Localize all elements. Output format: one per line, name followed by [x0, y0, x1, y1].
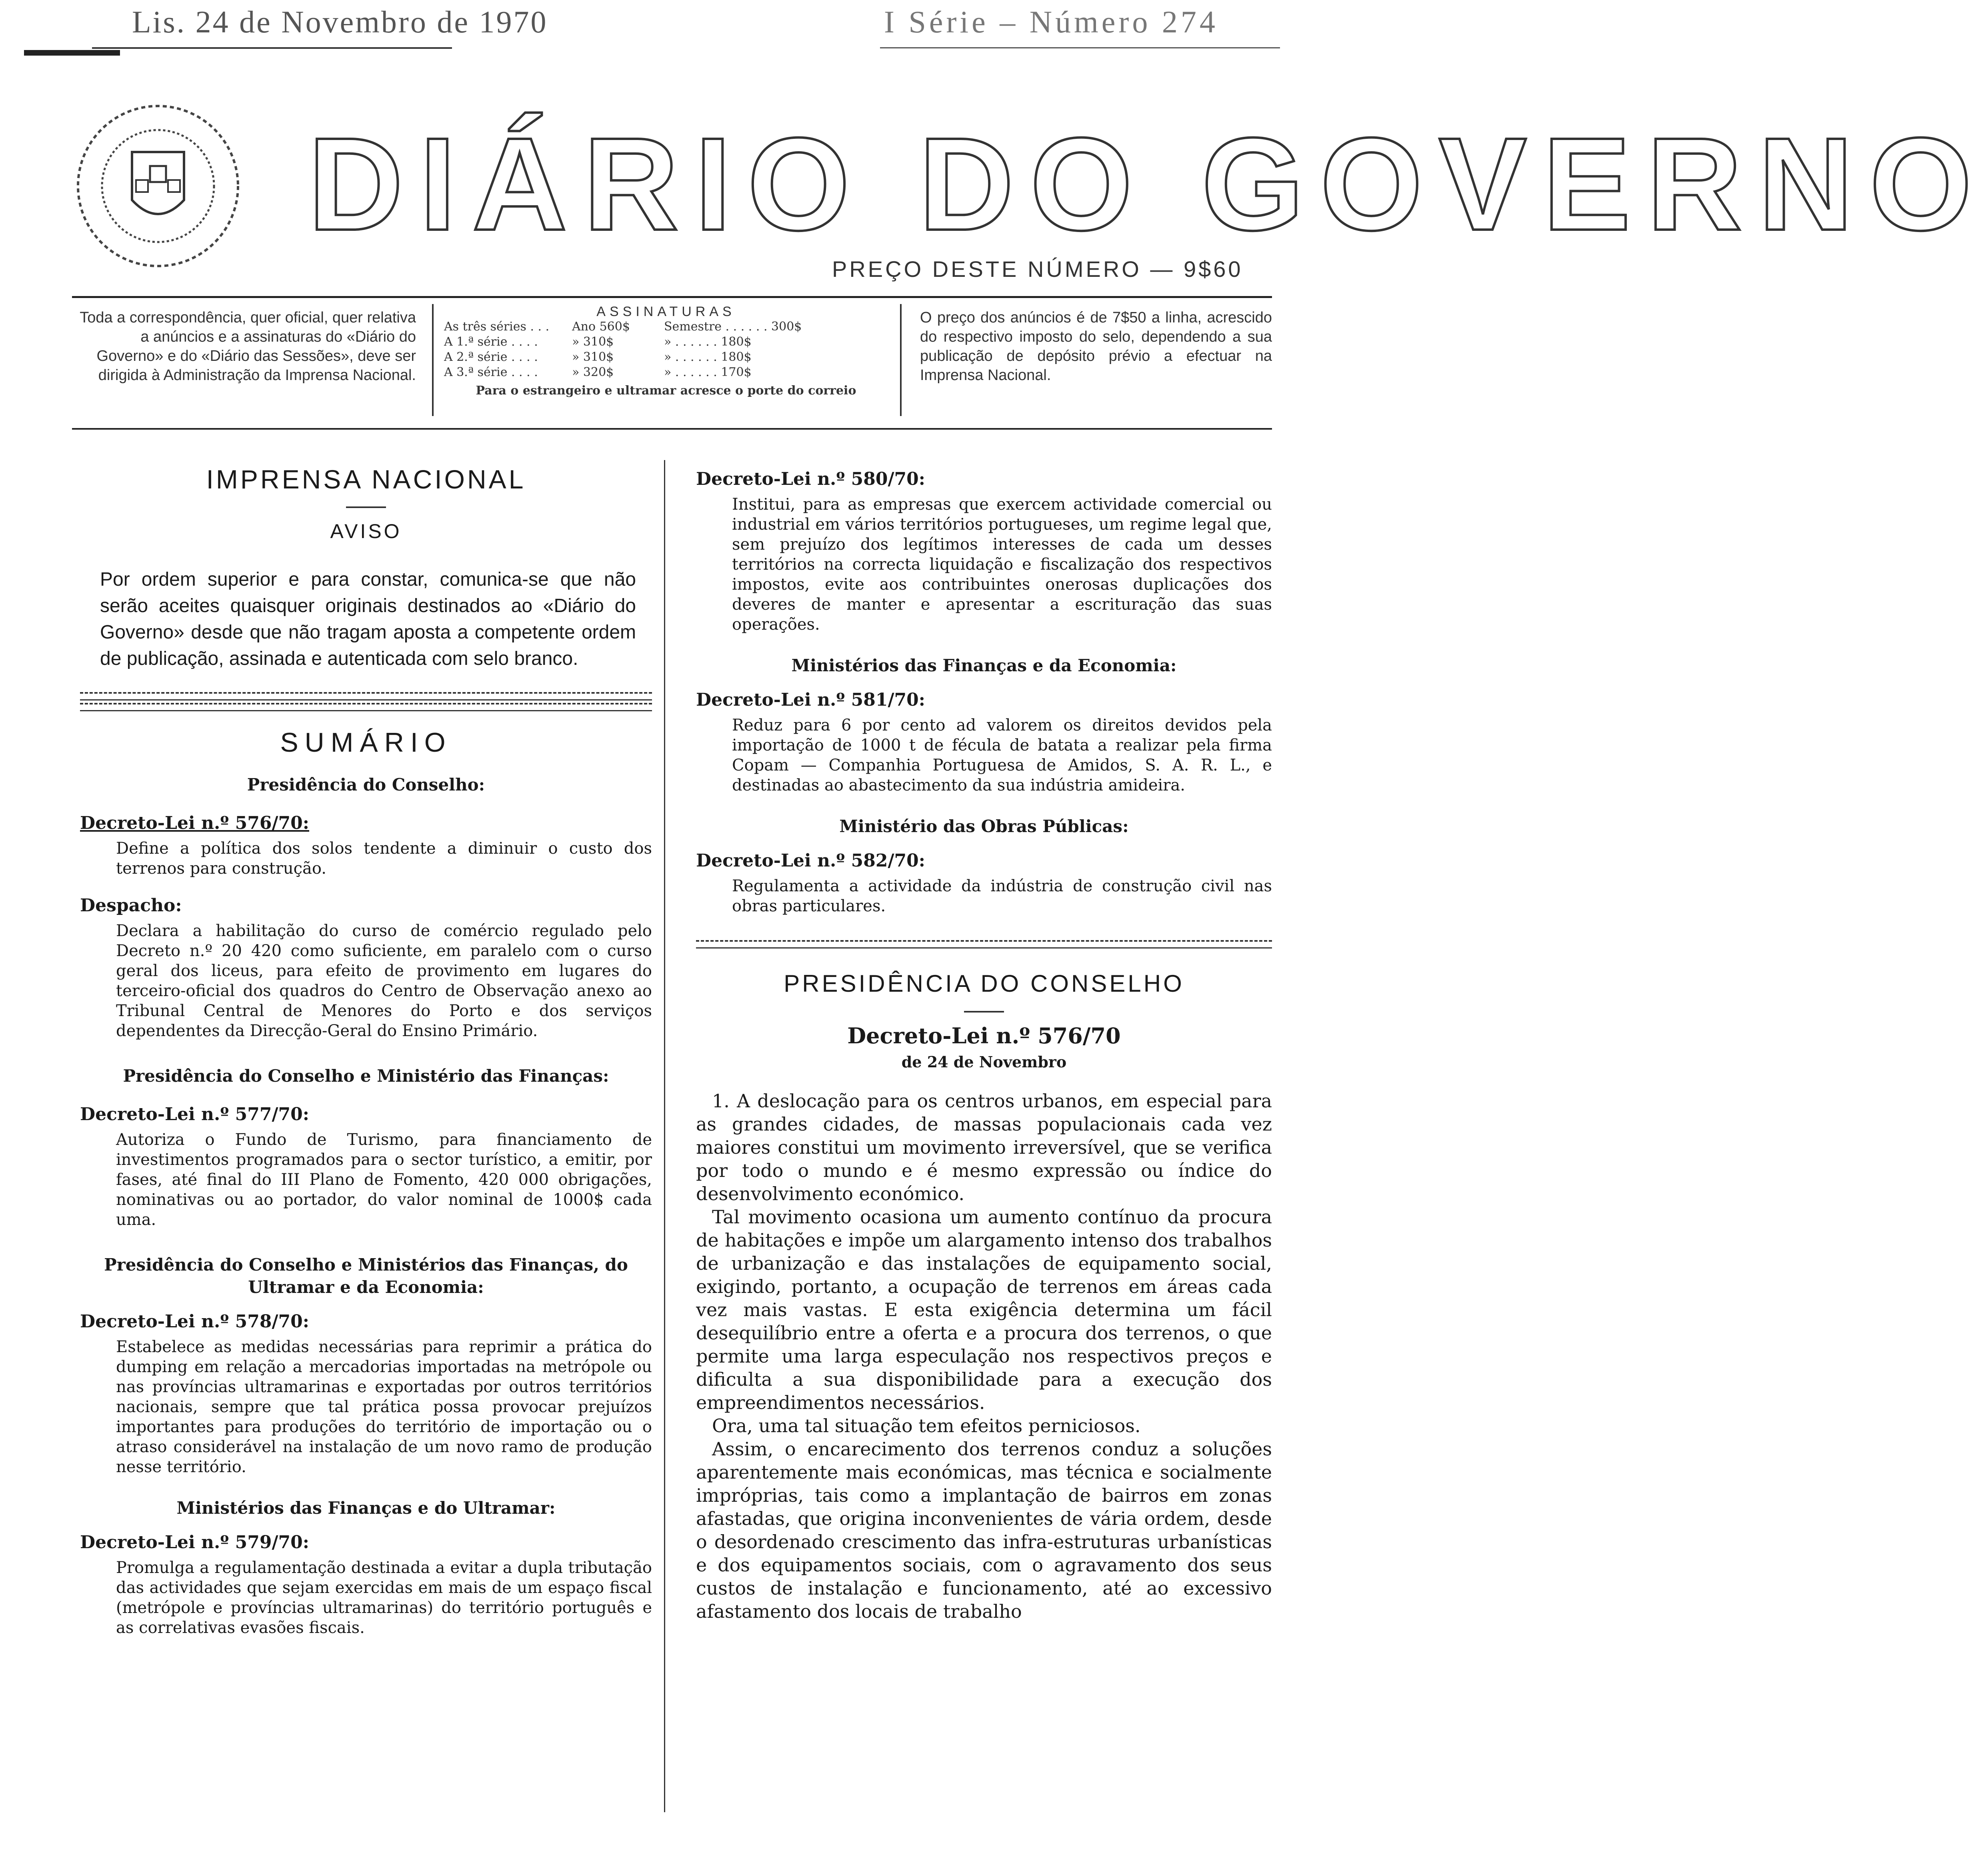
header-issue: I Série – Número 274 [884, 4, 1218, 39]
decree-577-summary: Autoriza o Fundo de Turismo, para financiamento de investimentos programados para o sector turístico, a emitir, por fases, até final do III Plano de Fomento, 420 000 obrigações, nominativas ou ao portador, do valor nominal de 1000$ cada uma. [116, 1131, 652, 1229]
section-heading: Ministérios das Finanças e do Ultramar: [176, 1498, 556, 1518]
issue-price: PREÇO DESTE NÚMERO — 9$60 [832, 256, 1243, 282]
decree-579-link[interactable]: Decreto-Lei n.º 579/70: [80, 1532, 310, 1553]
section-heading: Ministérios das Finanças e da Economia: [791, 656, 1177, 675]
decree-582-summary: Regulamenta a actividade da indústria de construção civil nas obras particulares. [732, 877, 1272, 915]
paragraph: 1. A deslocação para os centros urbanos, em especial para as grandes cidades, de massas populacionais cada vez maiores constitui um movimento irreversível, que se verifica por todo o mundo e é mesmo expressão ou índice do desenvolvimento económico. [696, 1090, 1272, 1205]
sumario-title: SUMÁRIO [280, 727, 452, 758]
paragraph: Tal movimento ocasiona um aumento contínuo da procura de habitações e impõe um alargamento intenso dos trabalhos de urbanização e das instalações de equipamento social, exigindo, portanto, a ocupação de terrenos em áreas cada vez mais vastas. E esta exigência determina um fácil desequilíbrio entre a oferta e a procura dos terrenos, o que permite uma larga especulação nos respectivos preços e dificulta a sua disponibilidade para a execução dos empreendimentos necessários. [696, 1206, 1272, 1413]
header-rule-right [880, 47, 1280, 48]
decree-578-summary: Estabelece as medidas necessárias para reprimir a prática do dumping em relação a mercadorias importadas na metrópole ou nas províncias ultramarinas e exportadas por outros territórios nacionais, sempre que tal prática possa provocar prejuízos importantes para produções do território de importação ou o atraso considerável na instalação de um novo ramo de produção nesse território. [116, 1338, 652, 1476]
divider [80, 692, 652, 700]
column-divider [664, 460, 665, 1812]
divider [696, 940, 1272, 949]
subscriptions-box [444, 304, 888, 398]
divider [900, 304, 902, 416]
aviso-title: AVISO [330, 520, 402, 542]
divider [432, 304, 434, 416]
left-column [80, 464, 652, 1638]
section-heading: Ministério das Obras Públicas: [839, 816, 1129, 836]
subscriptions-row: A 2.ª série . . . . » 310$ » . . . . . . 180$ [444, 350, 752, 364]
subscriptions-note: Para o estrangeiro e ultramar acresce o porte do correio [476, 384, 856, 398]
info-divider [72, 428, 1272, 430]
divider [80, 703, 652, 711]
paragraph: Assim, o encarecimento dos terrenos conduz a soluções aparentemente mais económicas, mas técnica e socialmente impróprias, tais como a implantação de bairros em zonas afastadas, que origina inconvenientes de vária ordem, desde o desordenado crescimento das infra-estruturas urbanísticas e dos equipamentos sociais, com o agravamento dos seus custos de instalação e funcionamento, até ao excessivo afastamento dos locais de trabalho [696, 1438, 1272, 1622]
divider [346, 506, 386, 508]
despacho-label: Despacho: [80, 895, 182, 916]
masthead-title: DIÁRIO DO GOVERNO [308, 110, 1988, 258]
divider [964, 1011, 1004, 1013]
header-rule-left [92, 47, 452, 49]
decree-579-summary: Promulga a regulamentação destinada a evitar a dupla tributação das actividades que sejam exercidas em mais de um espaço fiscal (metrópole e províncias ultramarinas) do território português e as correlativas evasões fiscais. [116, 1559, 652, 1637]
imprensa-title: IMPRENSA NACIONAL [206, 464, 526, 494]
section-heading: Presidência do Conselho: [247, 775, 485, 794]
coat-of-arms-icon [72, 100, 244, 272]
header-date: Lis. 24 de Novembro de 1970 [132, 4, 548, 39]
header-divider [72, 296, 1272, 298]
paragraph: Ora, uma tal situação tem efeitos perniciosos. [712, 1415, 1141, 1437]
presidencia-title: PRESIDÊNCIA DO CONSELHO [784, 970, 1184, 997]
subscriptions-title: ASSINATURAS [596, 304, 736, 319]
subscriptions-row: A 3.ª série . . . . » 320$ » . . . . . . 170$ [444, 365, 752, 379]
subscriptions-row: As três séries . . . Ano 560$ Semestre . . . . . . 300$ [444, 320, 802, 334]
section-heading: Presidência do Conselho e Ministério das Finanças: [123, 1066, 609, 1086]
correspondence-notice: Toda a correspondência, quer oficial, quer relativa a anúncios e a assinaturas do «Diário do Governo» e do «Diário das Sessões», deve ser dirigida à Administração da Imprensa Nacional. [80, 309, 416, 384]
decree-581-summary: Reduz para 6 por cento ad valorem os direitos devidos pela importação de 1000 t de fécula de batata a realizar pela firma Copam — Companhia Portuguesa de Amidos, S. A. R. L., e destinadas ao abastecimento da sua indústria amideira. [732, 716, 1272, 794]
section-heading: Presidência do Conselho e Ministérios das Finanças, do Ultramar e da Economia: [104, 1255, 628, 1297]
decree-577-link[interactable]: Decreto-Lei n.º 577/70: [80, 1104, 310, 1125]
decree-576-link[interactable]: Decreto-Lei n.º 576/70: [80, 813, 310, 833]
right-column [696, 468, 1272, 1623]
decree-576-summary: Define a política dos solos tendente a diminuir o custo dos terrenos para construção. [116, 839, 652, 878]
decree-576-date: de 24 de Novembro [901, 1053, 1067, 1071]
decree-580-link[interactable]: Decreto-Lei n.º 580/70: [696, 469, 926, 489]
decree-581-link[interactable]: Decreto-Lei n.º 581/70: [696, 690, 926, 710]
subscriptions-row: A 1.ª série . . . . » 310$ » . . . . . . 180$ [444, 335, 752, 349]
aviso-text: Por ordem superior e para constar, comunica-se que não serão aceites quaisquer originais destinados ao «Diário do Governo» desde que não tragam aposta a competente ordem de publicação, assinada e autenticada com selo branco. [100, 569, 636, 669]
ads-notice: O preço dos anúncios é de 7$50 a linha, acrescido do respectivo imposto do selo, dependendo a sua publicação de depósito prévio a efectuar na Imprensa Nacional. [920, 309, 1272, 384]
decree-576-title: Decreto-Lei n.º 576/70 [847, 1023, 1121, 1049]
decree-580-summary: Institui, para as empresas que exercem actividade comercial ou industrial em vários territórios portugueses, um regime legal que, sem prejuízo dos legítimos interesses de cada um desses territórios na correcta liquidação e fiscalização dos respectivos impostos, evite aos contribuintes onerosas duplicações dos deveres de manter e apresentar a escrituração das suas operações. [732, 495, 1272, 634]
despacho-summary: Declara a habilitação do curso de comércio regulado pelo Decreto n.º 20 420 como suficiente, em paralelo com o curso geral dos liceus, para efeito de provimento em lugares do terceiro-oficial dos quadros do Centro de Observação anexo ao Tribunal Central de Menores do Porto e dos serviços dependentes da Direcção-Geral do Ensino Primário. [116, 922, 652, 1040]
decree-582-link[interactable]: Decreto-Lei n.º 582/70: [696, 850, 926, 871]
decree-578-link[interactable]: Decreto-Lei n.º 578/70: [80, 1311, 310, 1332]
header-mark [24, 50, 120, 56]
